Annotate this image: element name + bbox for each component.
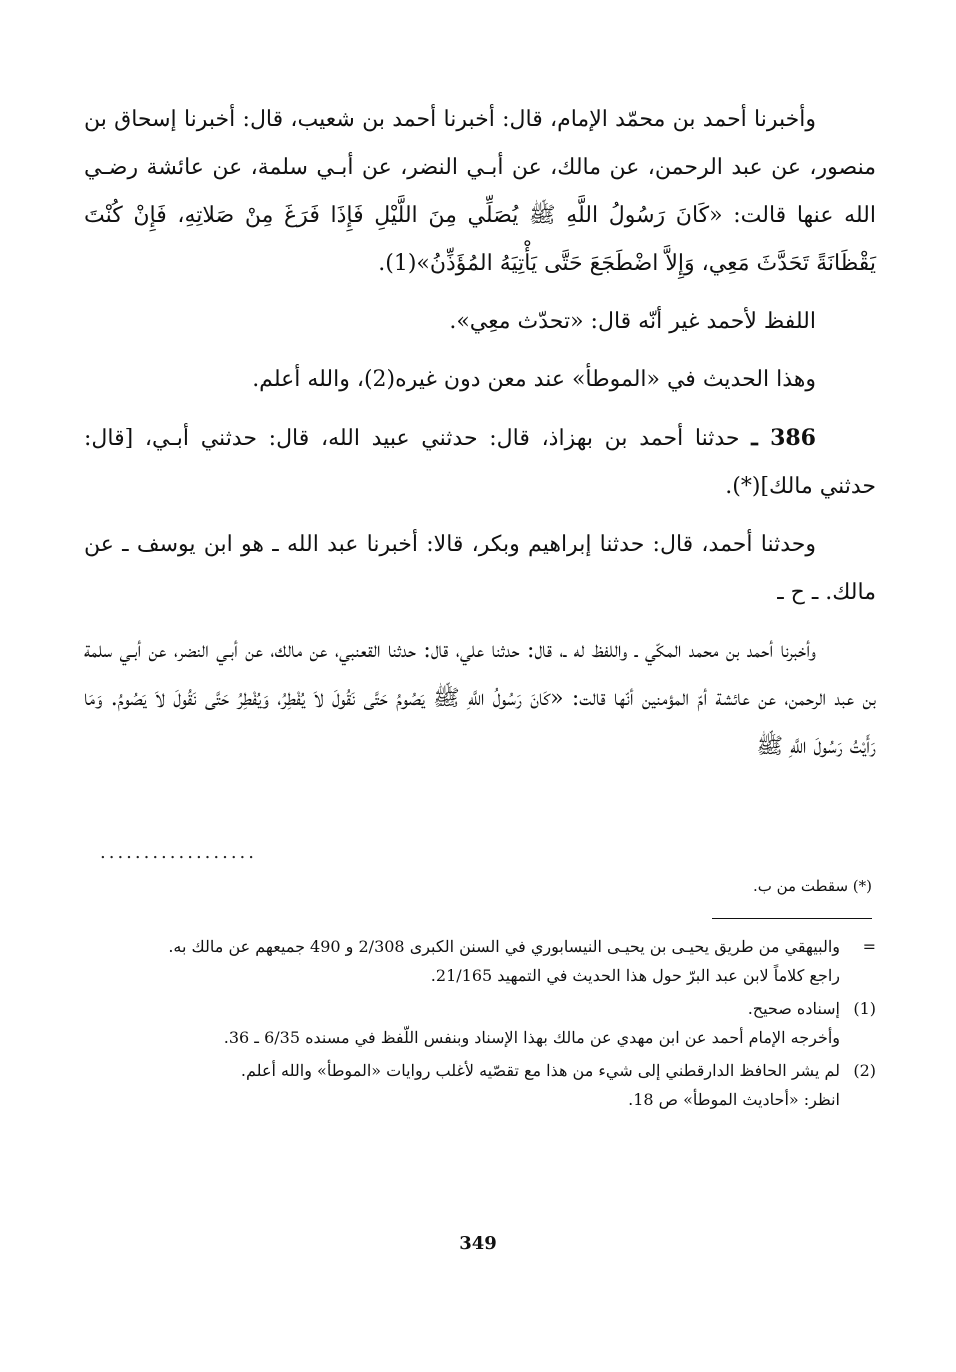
footnote-2	[84, 1056, 876, 1114]
footnotes	[84, 932, 876, 1118]
paragraph-5: وحدثنا أحمد، قال: حدثنا إبراهيم وبكر، قالا: أخبرنا عبد الله ـ هو ابن يوسف ـ عن مالك. ـ ح ـ	[84, 532, 876, 605]
paragraph-2: اللفظ لأحمد غير أنّه قال: «تحدّث معِي».	[449, 309, 816, 334]
footnote-line: إسناده صحيح.	[747, 999, 840, 1018]
footnote-marker: =	[862, 937, 876, 956]
footnote-continuation	[84, 932, 876, 990]
footnote-text	[84, 1056, 840, 1114]
footnote-line: والبيهقي من طريق يحيـى بن يحيـى النيسابوري في السنن الكبرى 2/308 و 490 جميعهم عن مالك به.	[168, 937, 840, 956]
footnote-marker: (2)	[853, 1061, 876, 1080]
paragraph-1: وأخبرنا أحمد بن محمّد الإمام، قال: أخبرنا أحمد بن شعيب، قال: أخبرنا إسحاق بن منصور، عن عبد الرحمن، عن مالك، عن أبـي النضر، عن أبـي سلمة، عن عائشة رضـي الله عنها قالت: «كَانَ رَسُولُ اللَّهِ ﷺ يُصَلِّي مِنَ اللَّيْلِ فَإِذَا فَرَغَ مِنْ صَلاتِهِ، فَإِنْ كُنْتَ يَقْظَانَةً تَحَدَّثَ مَعِي، وَإِلاَّ اضْطَجَعَ حَتَّى يَأْتِيَهُ المُؤَذِّنُ»(1).	[84, 107, 876, 276]
continuation-dots: ..................	[100, 842, 257, 863]
paragraph-3: وهذا الحديث في «الموطأ» عند معن دون غيره(2)، والله أعلم.	[252, 367, 816, 392]
footnote-line: انظر: «أحاديث الموطأ» ص 18.	[628, 1090, 840, 1109]
footnote-line: وأخرجه الإمام أحمد عن ابن مهدي عن مالك بهذا الإسناد وبنفس اللّفظ في مسنده 6/35 ـ 36.	[223, 1028, 840, 1047]
paragraph-4-text: حدثنا أحمد بن بهزاذ، قال: حدثني عبيد الله، قال: حدثني أبـي، [قال: حدثني مالك](*).	[84, 426, 876, 499]
footnote-1	[84, 994, 876, 1052]
footnote-line: راجع كلاماً لابن عبد البرّ حول هذا الحديث في التمهيد 21/165.	[430, 966, 840, 985]
paragraph-4	[84, 414, 876, 511]
star-note: (*) سقطت من ب.	[752, 877, 872, 895]
paragraph-6: وأخبرنا أحمد بن محمد المكّي ـ واللفظ له ـ، قال: حدثنا علي، قال: حدثنا القعنبي، عن مالك، عن أبـي النضر، عن أبـي سلمة بن عبد الرحمن، عن عائشة أمّ المؤمنين أنّها قالت: «كَانَ رَسُولُ اللَّهِ ﷺ يَصُومُ حَتَّى نَقُولَ لاَ يُفْطِرُ، وَيُفْطِرُ حَتَّى نَقُولَ لاَ يَصُومُ. وَمَا رَأَيْتُ رَسُولَ اللَّهِ ﷺ	[84, 638, 876, 759]
footnote-line: لم يشر الحافظ الدارقطني إلى شيء من هذا مع تقصّيه لأغلب روايات «الموطأ» والله أعلم.	[240, 1061, 840, 1080]
footnote-divider	[712, 918, 872, 919]
footnote-text	[84, 994, 840, 1052]
hadith-number: 386 ـ	[751, 425, 816, 451]
page-number: 349	[459, 1233, 497, 1254]
footnote-marker: (1)	[853, 999, 876, 1018]
footnote-text	[84, 932, 840, 990]
main-text	[84, 96, 876, 781]
